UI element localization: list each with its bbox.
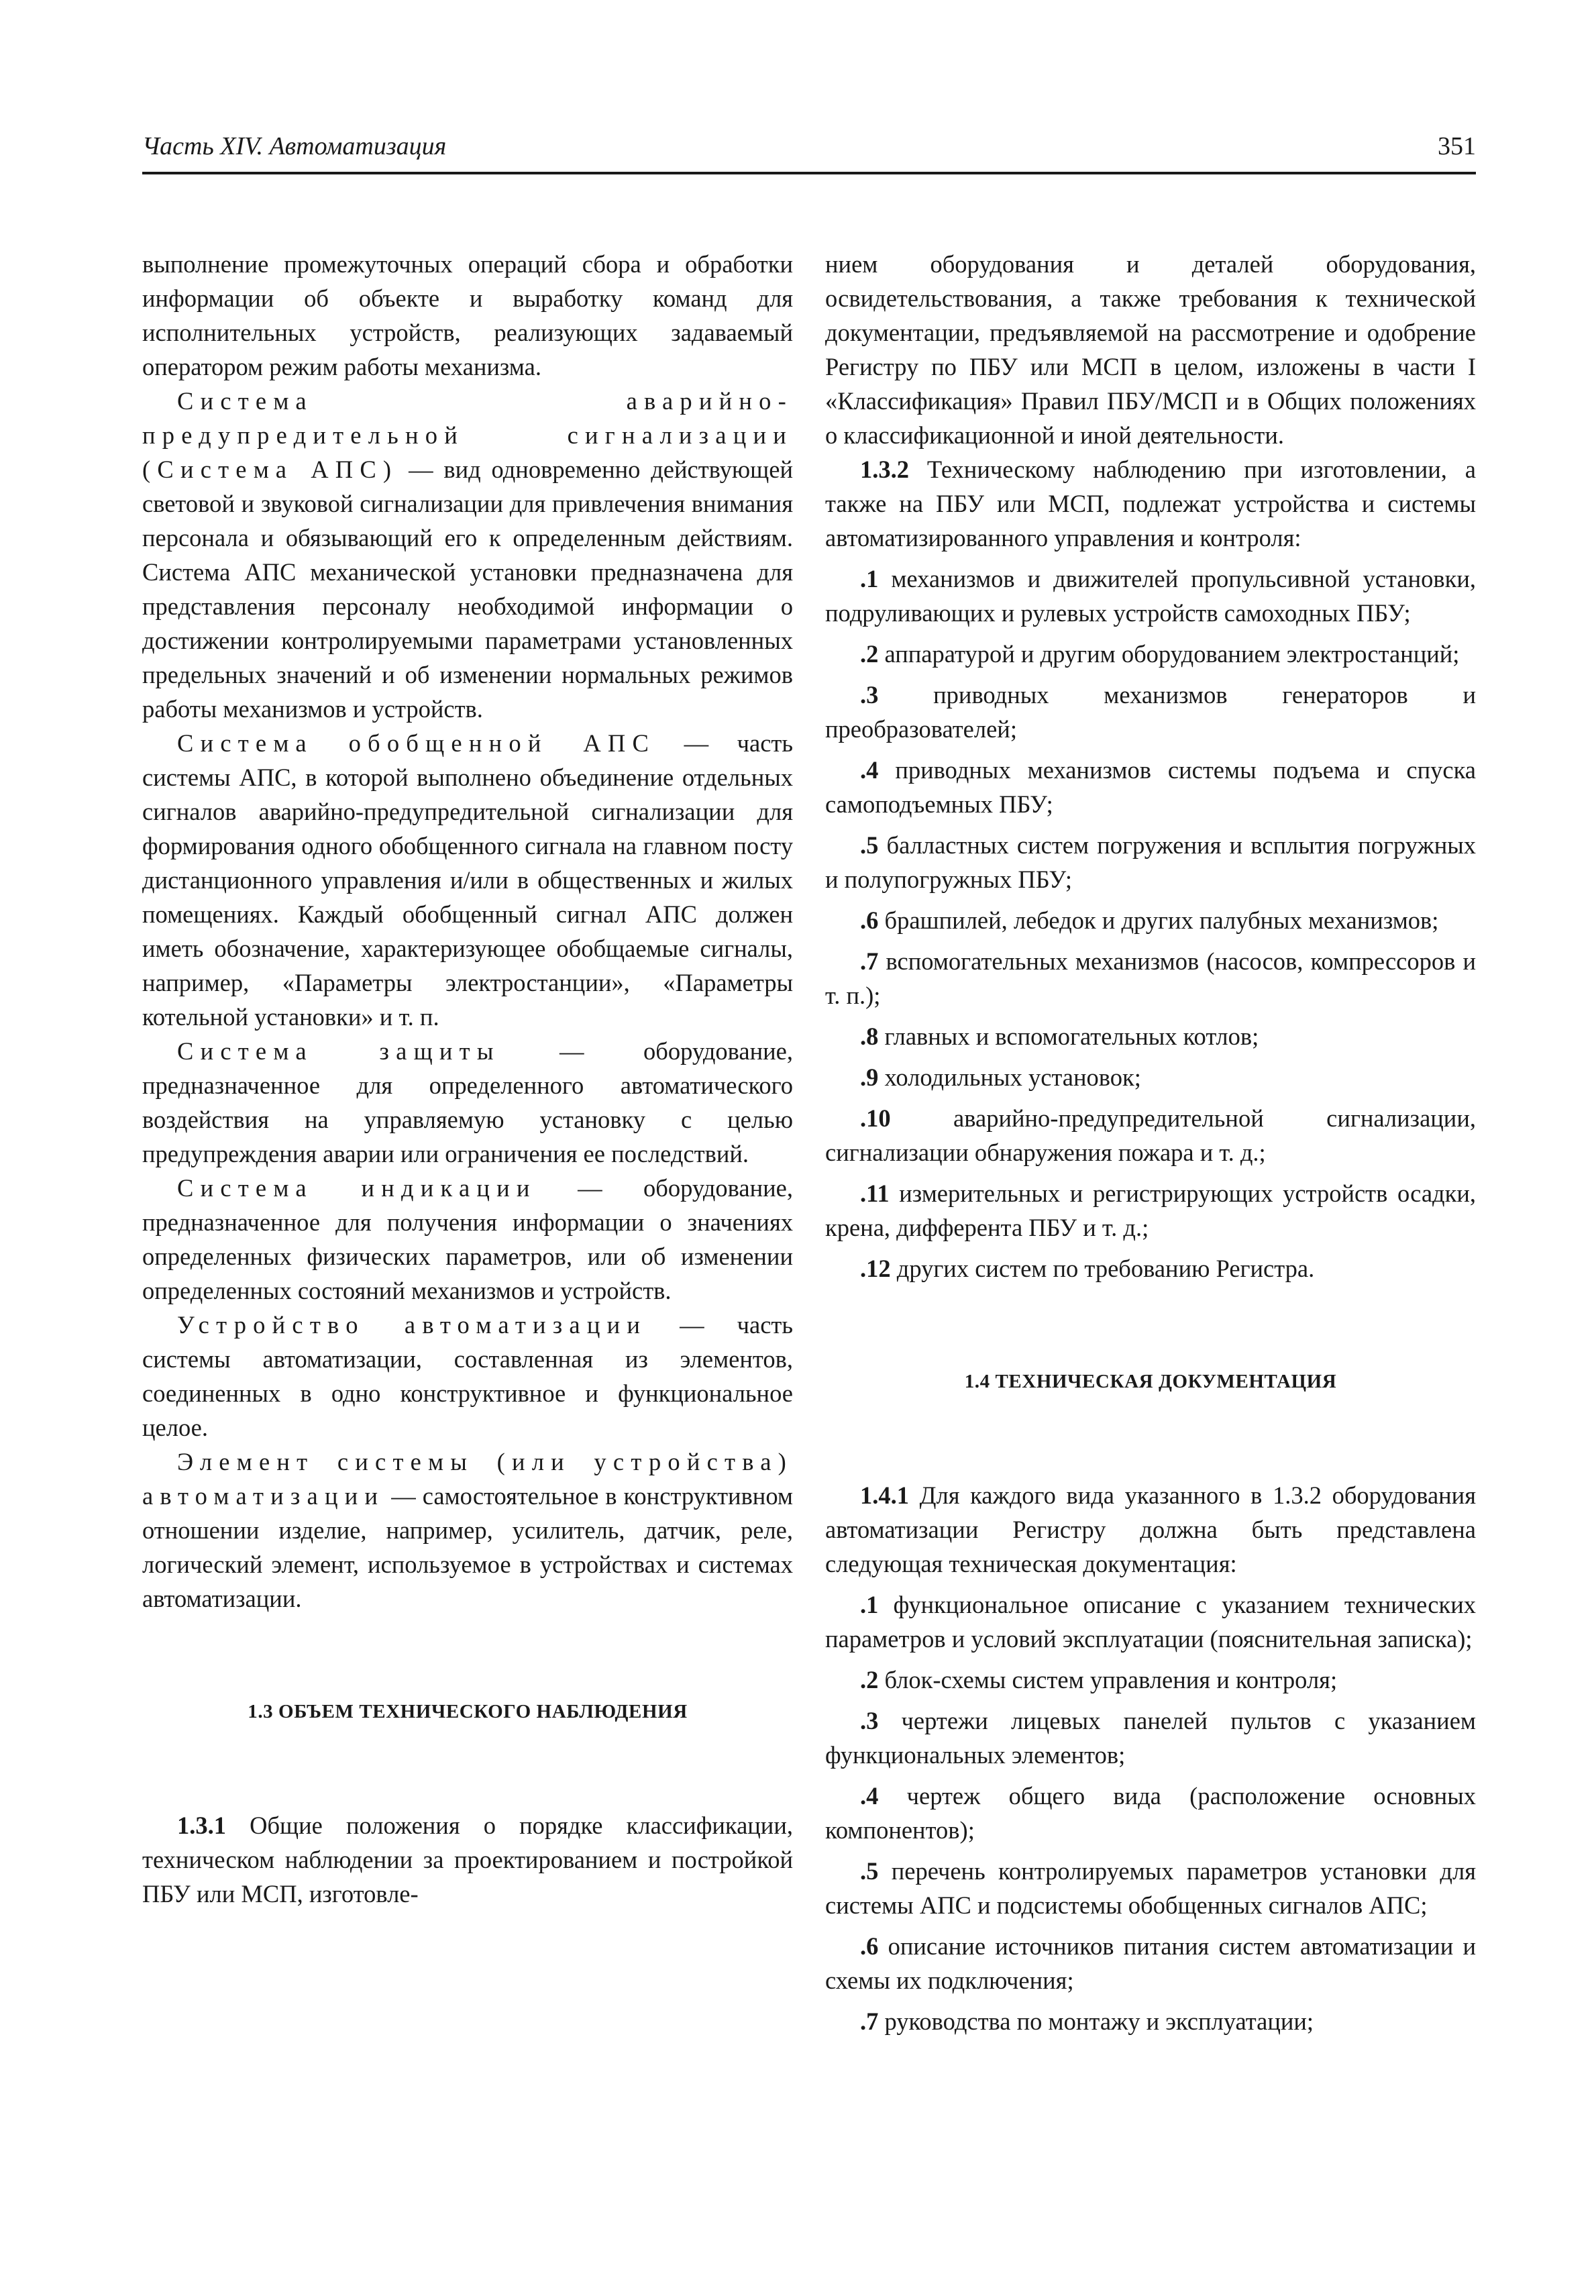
definition-indication-system [142, 1171, 793, 1308]
definition-text: — вид одновременно действующей световой и звуковой сигнализации для привлечения внимания персонала и обязывающий его к определенным действиям. Система АПС механической установки предназначена для представления персоналу необходимой информации о достижении контролируемыми параметрами установленных предельных значений и об изменении нормальных режимов работы механизмов и устройств. [142, 456, 793, 723]
clause-1-3-1 [142, 1808, 793, 1911]
definition-text: — самостоятельное в конструктивном отношении изделие, например, усилитель, датчик, реле, логический элемент, используемое в устройствах и системах автоматизации. [142, 1482, 793, 1612]
list-item-number: .10 [860, 1104, 891, 1132]
list-item [825, 1587, 1476, 1656]
list-item-text: других систем по требованию Регистра. [890, 1255, 1315, 1282]
running-title: Часть XIV. Автоматизация [142, 132, 447, 160]
right-column [825, 247, 1476, 2038]
list-item-text: холодильных установок; [878, 1063, 1141, 1091]
page-number: 351 [1438, 132, 1476, 160]
definition-text: — оборудование, предназначенное для определенного автоматического воздействия на управляемую установку с целью предупреждения аварии или ограничения ее последствий. [142, 1037, 793, 1167]
definition-aps [142, 384, 793, 726]
paragraph: выполнение промежуточных операций сбора и обработки информации об объекте и выработку команд для исполнительных устройств, реализующих задаваемый оператором режим работы механизма. [142, 250, 793, 380]
list-item-text: главных и вспомогательных котлов; [878, 1023, 1259, 1050]
list-item-number: .6 [860, 1932, 879, 1960]
list-item [825, 1176, 1476, 1245]
definition-text: — часть системы АПС, в которой выполнено объединение отдельных сигналов аварийно-предупредительной сигнализации для формирования одного обобщенного сигнала на главном посту дистанционного управления и/или в общественных и жилых помещениях. Каждый обобщенный сигнал АПС должен иметь обозначение, характеризующее обобщаемые сигналы, например, «Параметры электростанции», «Параметры котельной установки» и т. п. [142, 729, 793, 1031]
term: Устройство автоматизации [177, 1311, 647, 1339]
list-item-number: .9 [860, 1063, 879, 1091]
list-item [825, 678, 1476, 746]
left-column [142, 247, 793, 1911]
list-item-number: .7 [860, 947, 879, 975]
list-item-number: .7 [860, 2007, 879, 2035]
clause-text: Для каждого вида указанного в 1.3.2 оборудования автоматизации Регистру должна быть представлена следующая техническая документация: [825, 1481, 1476, 1577]
list-item-text: вспомогательных механизмов (насосов, компрессоров и т. п.); [825, 947, 1476, 1009]
term: Система обобщенной АПС [177, 729, 656, 757]
list-item [825, 828, 1476, 896]
definition-automation-device [142, 1308, 793, 1445]
list-item-number: .5 [860, 831, 879, 859]
list-item-text: приводных механизмов системы подъема и спуска самоподъемных ПБУ; [825, 756, 1476, 818]
list-item-number: .12 [860, 1255, 891, 1282]
term: Элемент системы (или устройства) автоматизации [142, 1448, 793, 1510]
term: Система индикации [177, 1174, 537, 1202]
list-item-text: руководства по монтажу и эксплуатации; [878, 2007, 1314, 2035]
section-heading-1-4: 1.4 ТЕХНИЧЕСКАЯ ДОКУМЕНТАЦИЯ [964, 1371, 1337, 1392]
clause-number: 1.3.1 [177, 1812, 226, 1839]
running-header [142, 132, 1476, 172]
list-item-number: .3 [860, 1707, 879, 1734]
list-item-text: аварийно-предупредительной сигнализации, сигнализации обнаружения пожара и т. д.; [825, 1104, 1476, 1166]
list-item-number: .8 [860, 1023, 879, 1050]
list-item-text: приводных механизмов генераторов и преобразователей; [825, 681, 1476, 743]
clause-text: Общие положения о порядке классификации, техническом наблюдении за проектированием и постройкой ПБУ или МСП, изготовле- [142, 1812, 793, 1908]
list-item-number: .5 [860, 1857, 879, 1885]
list-item [825, 903, 1476, 937]
list-item [825, 1663, 1476, 1697]
list-item-text: измерительных и регистрирующих устройств осадки, крена, дифферента ПБУ и т. д.; [825, 1180, 1476, 1241]
term: Система аварийно-предупредительной сигнализации (Система АПС) [142, 387, 793, 483]
clause-number: 1.4.1 [860, 1481, 909, 1509]
definition-text: — часть системы автоматизации, составленная из элементов, соединенных в одно конструктивное и функциональное целое. [142, 1311, 793, 1441]
list-item [825, 753, 1476, 821]
list-item-number: .2 [860, 1666, 879, 1693]
list-item-text: функциональное описание с указанием технических параметров и условий эксплуатации (пояснительная записка); [825, 1591, 1476, 1653]
header-rule [142, 172, 1476, 174]
list-item-text: чертежи лицевых панелей пультов с указанием функциональных элементов; [825, 1707, 1476, 1769]
clause-1-3-2 [825, 452, 1476, 555]
list-item [825, 1251, 1476, 1286]
list-item [825, 944, 1476, 1012]
list-item [825, 1854, 1476, 1922]
list-1-4-1 [825, 1587, 1476, 2038]
list-item [825, 1929, 1476, 1997]
definition-automation-element [142, 1445, 793, 1616]
list-item-number: .1 [860, 1591, 879, 1618]
list-item-text: брашпилей, лебедок и других палубных механизмов; [878, 906, 1439, 934]
list-item [825, 1019, 1476, 1053]
list-item-text: аппаратурой и другим оборудованием электростанций; [878, 640, 1460, 668]
list-item [825, 1101, 1476, 1169]
definition-text: — оборудование, предназначенное для получения информации о значениях определенных физических параметров, или об изменении определенных состояний механизмов и устройств. [142, 1174, 793, 1304]
clause-text: Техническому наблюдению при изготовлении, а также на ПБУ или МСП, подлежат устройства и системы автоматизированного управления и контроля: [825, 456, 1476, 552]
list-item [825, 637, 1476, 671]
list-item-text: чертеж общего вида (расположение основных компонентов); [825, 1782, 1476, 1844]
list-item [825, 1704, 1476, 1772]
paragraph: нием оборудования и деталей оборудования, освидетельствования, а также требования к технической документации, предъявляемой на рассмотрение и одобрение Регистру по ПБУ или МСП в целом, изложены в части I «Классификация» Правил ПБУ/МСП и в Общих положениях о классификационной и иной деятельности. [825, 250, 1476, 449]
list-item [825, 1779, 1476, 1847]
definition-generalized-aps [142, 726, 793, 1034]
clause-1-4-1 [825, 1478, 1476, 1581]
list-item-text: механизмов и движителей пропульсивной установки, подруливающих и рулевых устройств самоходных ПБУ; [825, 565, 1476, 627]
list-item-text: балластных систем погружения и всплытия погружных и полупогружных ПБУ; [825, 831, 1476, 893]
list-item [825, 1060, 1476, 1094]
list-item-text: блок-схемы систем управления и контроля; [878, 1666, 1338, 1693]
clause-number: 1.3.2 [860, 456, 909, 483]
list-item-number: .6 [860, 906, 879, 934]
list-item [825, 2004, 1476, 2038]
list-item-number: .2 [860, 640, 879, 668]
definition-protection-system [142, 1034, 793, 1171]
section-heading-1-3: 1.3 ОБЪЕМ ТЕХНИЧЕСКОГО НАБЛЮДЕНИЯ [248, 1701, 688, 1722]
list-item-text: описание источников питания систем автоматизации и схемы их подключения; [825, 1932, 1476, 1994]
list-item [825, 562, 1476, 630]
term: Система защиты [177, 1037, 500, 1065]
list-1-3-2 [825, 562, 1476, 1286]
list-item-text: перечень контролируемых параметров установки для системы АПС и подсистемы обобщенных сигналов АПС; [825, 1857, 1476, 1919]
list-item-number: .3 [860, 681, 879, 709]
list-item-number: .11 [860, 1180, 890, 1207]
list-item-number: .4 [860, 756, 879, 784]
list-item-number: .4 [860, 1782, 879, 1810]
list-item-number: .1 [860, 565, 879, 592]
